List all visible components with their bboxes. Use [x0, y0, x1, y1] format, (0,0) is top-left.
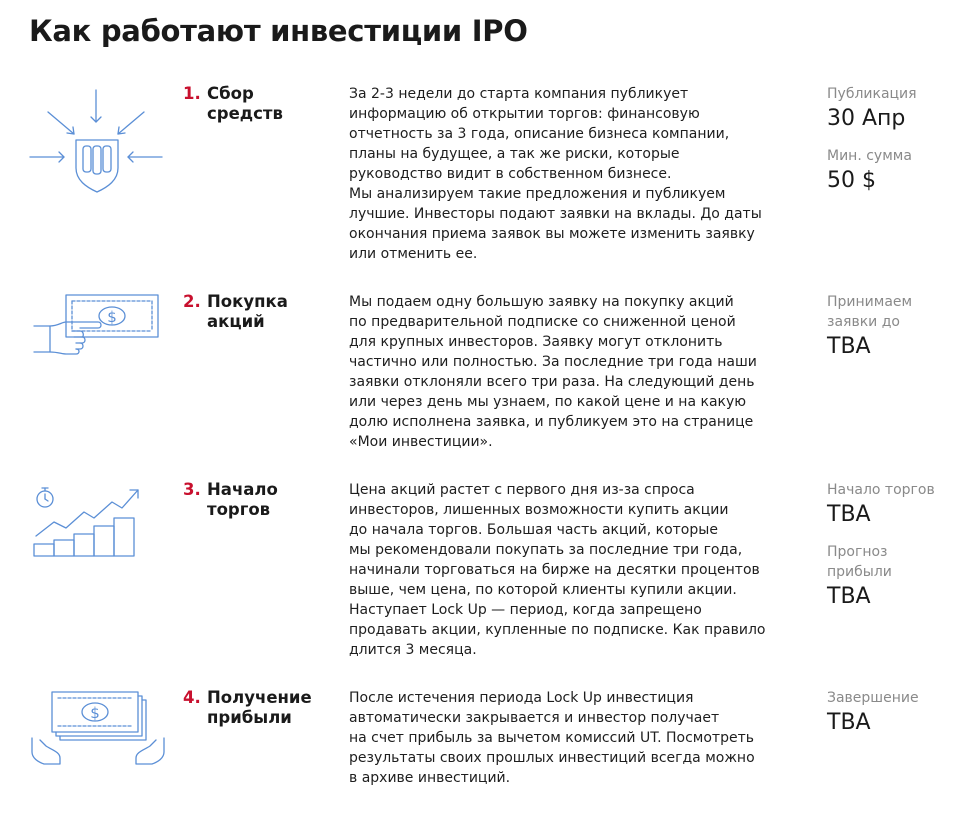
completion-label: Завершение [827, 690, 919, 706]
step-2-number: 2. [183, 292, 201, 311]
stopwatch-growth-chart-icon [28, 480, 168, 560]
min-amount-label: Мин. сумма [827, 148, 912, 164]
step-3-meta [827, 480, 962, 624]
step-1-description: За 2-3 недели до старта компания публикует информацию об открытии торгов: финансовую отчетность за 3 года, описание бизнеса компании, планы на будущее, а так же риски, которые руководство видит в собственном бизнесе. Мы анализируем такие предложения и публикуем лучшие. Инвесторы подают заявки на вклады. До даты окончания приема заявок вы можете изменить заявку или отменить ее. [349, 86, 762, 262]
step-2-meta [827, 292, 962, 374]
trading-start-value: TBA [827, 502, 871, 527]
svg-text:$: $ [90, 704, 100, 722]
completion-value: TBA [827, 710, 871, 735]
step-2-title: Покупка акций [207, 292, 288, 331]
step-3-number: 3. [183, 480, 201, 499]
step-4-heading [183, 688, 333, 728]
step-1-number: 1. [183, 84, 201, 103]
profit-forecast-label: Прогноз прибыли [827, 544, 892, 580]
page-title: Как работают инвестиции IPO [29, 14, 528, 48]
step-1-heading [183, 84, 333, 124]
trading-start-label: Начало торгов [827, 482, 935, 498]
applications-deadline-value: TBA [827, 334, 871, 359]
step-3-title: Начало торгов [207, 480, 278, 519]
step-1-title: Сбор средств [207, 84, 283, 123]
step-1-meta [827, 84, 962, 208]
svg-text:$: $ [107, 308, 117, 326]
min-amount-value: 50 $ [827, 168, 876, 193]
hands-money-stack-icon [28, 688, 168, 768]
step-2-heading [183, 292, 333, 332]
applications-deadline-label: Принимаем заявки до [827, 294, 913, 330]
step-2-description: Мы подаем одну большую заявку на покупку акций по предварительной подписке со сниженной ценой для крупных инвесторов. Заявку могут отклонить частично или полностью. За последние три года наши заявки отклоняли всего три раза. На следующий день или через день мы узнаем, по какой цене и на какую долю исполнена заявка, и публикуем это на странице «Мои инвестиции». [349, 294, 757, 450]
step-4-description: После истечения периода Lock Up инвестиция автоматически закрывается и инвестор получает на счет прибыль за вычетом комиссий UT. Посмотреть результаты своих прошлых инвестиций всегда можно в архиве инвестиций. [349, 690, 755, 786]
step-3-description: Цена акций растет с первого дня из-за спроса инвесторов, лишенных возможности купить акции до начала торгов. Большая часть акций, которые мы рекомендовали покупать за последние три года, начинали торговаться на бирже на десятки процентов выше, чем цена, по которой клиенты купили акции. Наступает Lock Up — период, когда запрещено продавать акции, купленные по подписке. Как правило длится 3 месяца. [349, 482, 766, 658]
publication-label: Публикация [827, 86, 917, 102]
shield-arrows-icon [28, 86, 168, 198]
step-3-heading [183, 480, 333, 520]
profit-forecast-value: TBA [827, 584, 871, 609]
step-4-number: 4. [183, 688, 201, 707]
publication-value: 30 Апр [827, 106, 906, 131]
hand-money-icon [28, 292, 168, 362]
step-4-meta [827, 688, 962, 750]
step-4-title: Получение прибыли [207, 688, 312, 727]
